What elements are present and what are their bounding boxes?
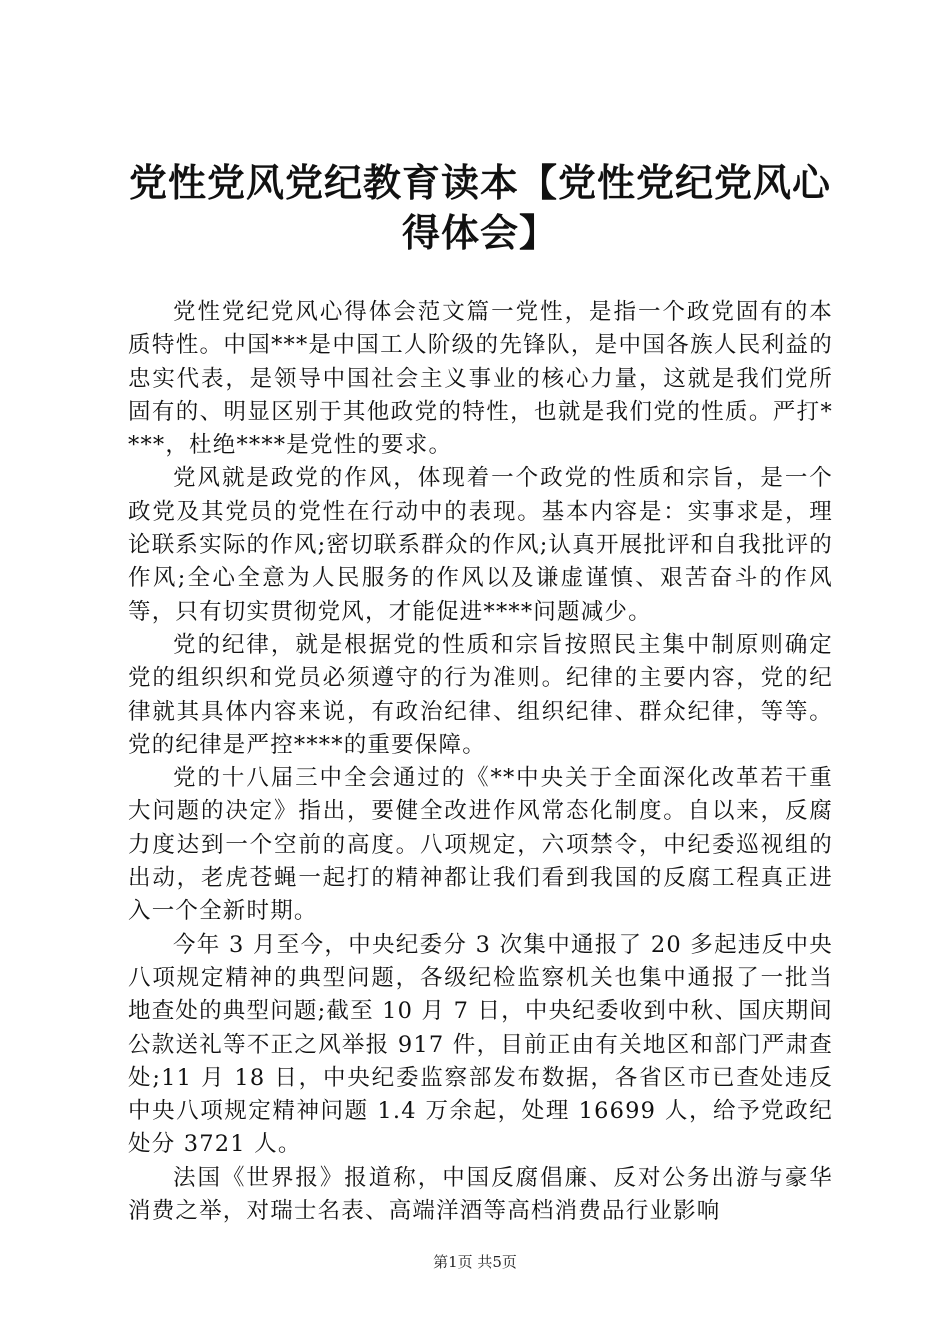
document-title: 党性党风党纪教育读本【党性党纪党风心得体会】	[128, 160, 831, 255]
document-body	[128, 296, 833, 1228]
paragraph-third-plenum: 党的十八届三中全会通过的《**中央关于全面深化改革若干重大问题的决定》指出，要健全改进作风常态化制度。自以来，反腐力度达到一个空前的高度。八项规定，六项禁令，中纪委巡视组的出动，老虎苍蝇一起打的精神都让我们看到我国的反腐工程真正进入一个全新时期。	[128, 765, 833, 925]
paragraph-party-discipline: 党的纪律，就是根据党的性质和宗旨按照民主集中制原则确定党的组织织和党员必须遵守的行为准则。纪律的主要内容，党的纪律就其具体内容来说，有政治纪律、组织纪律、群众纪律，等等。党的纪律是严控****的重要保障。	[128, 631, 833, 758]
paragraph-party-nature: 党性党纪党风心得体会范文篇一党性，是指一个政党固有的本质特性。中国***是中国工人阶级的先锋队，是中国各族人民利益的忠实代表，是领导中国社会主义事业的核心力量，这就是我们党所固有的、明显区别于其他政党的特性，也就是我们党的性质。严打****，杜绝****是党性的要求。	[128, 299, 833, 459]
paragraph-le-monde: 法国《世界报》报道称，中国反腐倡廉、反对公务出游与豪华消费之举，对瑞士名表、高端洋酒等高档消费品行业影响	[128, 1164, 833, 1225]
paragraph-party-style: 党风就是政党的作风，体现着一个政党的性质和宗旨，是一个政党及其党员的党性在行动中的表现。基本内容是：实事求是，理论联系实际的作风;密切联系群众的作风;认真开展批评和自我批评的作风;全心全意为人民服务的作风以及谦虚谨慎、艰苦奋斗的作风等，只有切实贯彻党风，才能促进****问题减少。	[128, 465, 833, 625]
paragraph-statistics: 今年 3 月至今，中央纪委分 3 次集中通报了 20 多起违反中央八项规定精神的典型问题，各级纪检监察机关也集中通报了一批当地查处的典型问题;截至 10 月 7 日，中央纪委收到中秋、国庆期间公款送礼等不正之风举报 917 件，目前正由有关地区和部门严肃查处;11 月 18 日，中央纪委监察部发布数据，各省区市已查处违反中央八项规定精神问题 1.4 万余起，处理 16699 人，给予党政纪处分 3721 人。	[128, 931, 833, 1158]
page-number-footer: 第1页 共5页	[433, 1253, 517, 1271]
